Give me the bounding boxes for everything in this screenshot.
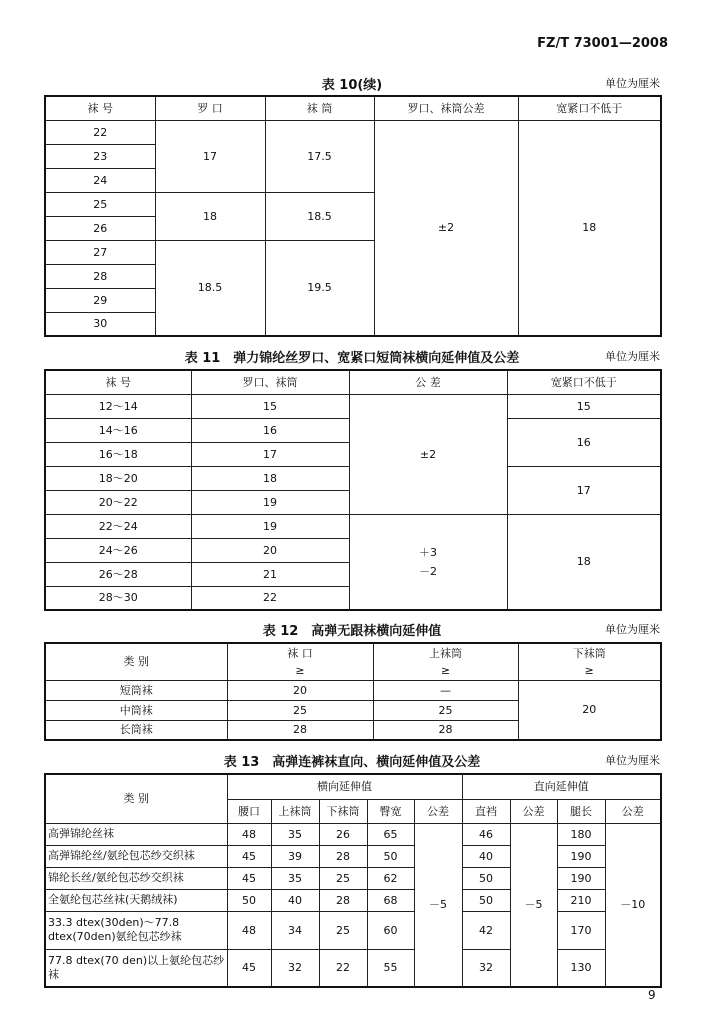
cell: 18 — [507, 514, 661, 610]
unit-label: 单位为厘米 — [605, 754, 660, 767]
size-cell: 22～24 — [45, 514, 191, 538]
cell: 20 — [518, 680, 661, 740]
unit-label: 单位为厘米 — [605, 623, 660, 636]
size-cell: 16～18 — [45, 442, 191, 466]
ge-symbol: ≥ — [227, 662, 373, 680]
cell: 68 — [367, 889, 414, 911]
category-cell: 33.3 dtex(30den)～77.8 dtex(70den)氨纶包芯纱袜 — [45, 911, 227, 949]
category-cell: 短筒袜 — [45, 680, 227, 700]
unit-label: 单位为厘米 — [605, 77, 660, 90]
category-cell: 高弹锦纶丝/氨纶包芯纱交织袜 — [45, 845, 227, 867]
table13-caption: 表 13 高弹连裤袜直向、横向延伸值及公差 单位为厘米 — [223, 754, 660, 770]
cell: 45 — [227, 867, 271, 889]
cell: 21 — [191, 562, 349, 586]
header-cell: 袜 筒 — [265, 96, 374, 120]
header-cell: 上袜筒 — [373, 643, 518, 662]
subheader-cell: 上袜筒 — [271, 799, 319, 823]
size-cell: 26 — [45, 216, 155, 240]
cell: 18 — [191, 466, 349, 490]
size-cell: 20～22 — [45, 490, 191, 514]
cell: 42 — [462, 911, 510, 949]
table-11 — [44, 369, 662, 611]
cell: 17.5 — [265, 120, 374, 192]
cell: 18 — [518, 120, 661, 336]
subheader-cell: 公差 — [414, 799, 462, 823]
ge-symbol: ≥ — [373, 662, 518, 680]
cell: 15 — [507, 394, 661, 418]
cell: 19.5 — [265, 240, 374, 336]
subheader-cell: 公差 — [510, 799, 557, 823]
table-12 — [44, 642, 662, 741]
table12-caption: 表 12 高弹无跟袜横向延伸值 单位为厘米 — [262, 623, 660, 639]
unit-label: 单位为厘米 — [605, 350, 660, 363]
cell: 50 — [367, 845, 414, 867]
size-cell: 24 — [45, 168, 155, 192]
cell: 34 — [271, 911, 319, 949]
cell: 20 — [191, 538, 349, 562]
cell: 20 — [227, 680, 373, 700]
cell: 16 — [507, 418, 661, 466]
cell: 32 — [462, 949, 510, 987]
cell: 50 — [462, 867, 510, 889]
cell: 28 — [319, 889, 367, 911]
size-cell: 30 — [45, 312, 155, 336]
cell: 45 — [227, 845, 271, 867]
size-cell: 27 — [45, 240, 155, 264]
header-cell: 直向延伸值 — [462, 774, 661, 799]
cell: 40 — [271, 889, 319, 911]
cell: 18.5 — [155, 240, 265, 336]
tolerance-cell: ±2 — [374, 120, 518, 336]
cell: 17 — [507, 466, 661, 514]
cell: 40 — [462, 845, 510, 867]
size-cell: 22 — [45, 120, 155, 144]
size-cell: 28～30 — [45, 586, 191, 610]
cell: 190 — [557, 845, 605, 867]
cell: 65 — [367, 823, 414, 845]
cell: 25 — [373, 700, 518, 720]
subheader-cell: 下袜筒 — [319, 799, 367, 823]
size-cell: 24～26 — [45, 538, 191, 562]
cell: 210 — [557, 889, 605, 911]
table-13 — [44, 773, 662, 988]
size-cell: 12～14 — [45, 394, 191, 418]
subheader-cell: 直裆 — [462, 799, 510, 823]
size-cell: 28 — [45, 264, 155, 288]
cell: 48 — [227, 823, 271, 845]
header-cell: 宽紧口不低于 — [507, 370, 661, 394]
tolerance-cell: －10 — [605, 823, 661, 987]
size-cell: 26～28 — [45, 562, 191, 586]
subheader-cell: 臀宽 — [367, 799, 414, 823]
cell: 50 — [227, 889, 271, 911]
cell: 22 — [191, 586, 349, 610]
category-cell: 高弹锦纶丝袜 — [45, 823, 227, 845]
tolerance-plus: ＋3 — [419, 545, 437, 559]
cell: 48 — [227, 911, 271, 949]
header-cell: 袜 号 — [45, 370, 191, 394]
tolerance-cell: －5 — [510, 823, 557, 987]
cell: 62 — [367, 867, 414, 889]
size-cell: 25 — [45, 192, 155, 216]
size-cell: 23 — [45, 144, 155, 168]
cell: 17 — [191, 442, 349, 466]
cell: 26 — [319, 823, 367, 845]
cell: 18.5 — [265, 192, 374, 240]
cell: 28 — [227, 720, 373, 740]
tolerance-minus: －2 — [419, 564, 437, 578]
tolerance-cell — [349, 514, 507, 610]
cell: 16 — [191, 418, 349, 442]
header-cell: 横向延伸值 — [227, 774, 462, 799]
cell: 22 — [319, 949, 367, 987]
header-cell: 罗 口 — [155, 96, 265, 120]
cell: 55 — [367, 949, 414, 987]
cell: 46 — [462, 823, 510, 845]
header-cell: 下袜筒 — [518, 643, 661, 662]
cell: 190 — [557, 867, 605, 889]
subheader-cell: 腰口 — [227, 799, 271, 823]
category-cell: 中筒袜 — [45, 700, 227, 720]
cell: 170 — [557, 911, 605, 949]
cell: 28 — [373, 720, 518, 740]
size-cell: 29 — [45, 288, 155, 312]
header-cell: 袜 口 — [227, 643, 373, 662]
header-cell: 罗口、袜筒 — [191, 370, 349, 394]
cell: 45 — [227, 949, 271, 987]
cell: 35 — [271, 867, 319, 889]
header-cell: 袜 号 — [45, 96, 155, 120]
table11-caption: 表 11 弹力锦纶丝罗口、宽紧口短筒袜横向延伸值及公差 单位为厘米 — [184, 350, 660, 366]
cell: 18 — [155, 192, 265, 240]
category-cell: 长筒袜 — [45, 720, 227, 740]
cell: 15 — [191, 394, 349, 418]
cell: 60 — [367, 911, 414, 949]
category-cell: 锦纶长丝/氨纶包芯纱交织袜 — [45, 867, 227, 889]
category-cell: 77.8 dtex(70 den)以上氨纶包芯纱袜 — [45, 949, 227, 987]
header-cell: 宽紧口不低于 — [518, 96, 661, 120]
size-cell: 14～16 — [45, 418, 191, 442]
cell: 32 — [271, 949, 319, 987]
cell: 50 — [462, 889, 510, 911]
standard-number: FZ/T 73001—2008 — [537, 36, 668, 51]
subheader-cell: 公差 — [605, 799, 661, 823]
cell: 19 — [191, 514, 349, 538]
cell: 25 — [319, 911, 367, 949]
cell: 180 — [557, 823, 605, 845]
cell: 28 — [319, 845, 367, 867]
cell: 130 — [557, 949, 605, 987]
tolerance-cell: ±2 — [349, 394, 507, 514]
cell: 19 — [191, 490, 349, 514]
ge-symbol: ≥ — [518, 662, 661, 680]
cell: 35 — [271, 823, 319, 845]
cell: 25 — [319, 867, 367, 889]
cell: 25 — [227, 700, 373, 720]
cell: — — [373, 680, 518, 700]
page-number: 9 — [648, 988, 656, 1002]
header-cell: 类 别 — [45, 643, 227, 680]
header-cell: 类 别 — [45, 774, 227, 823]
size-cell: 18～20 — [45, 466, 191, 490]
cell: 17 — [155, 120, 265, 192]
subheader-cell: 腿长 — [557, 799, 605, 823]
table10-caption: 表 10(续) 单位为厘米 — [321, 77, 660, 93]
tolerance-cell: －5 — [414, 823, 462, 987]
category-cell: 全氨纶包芯丝袜(天鹅绒袜) — [45, 889, 227, 911]
header-cell: 公 差 — [349, 370, 507, 394]
table-10 — [44, 95, 662, 337]
cell: 39 — [271, 845, 319, 867]
header-cell: 罗口、袜筒公差 — [374, 96, 518, 120]
